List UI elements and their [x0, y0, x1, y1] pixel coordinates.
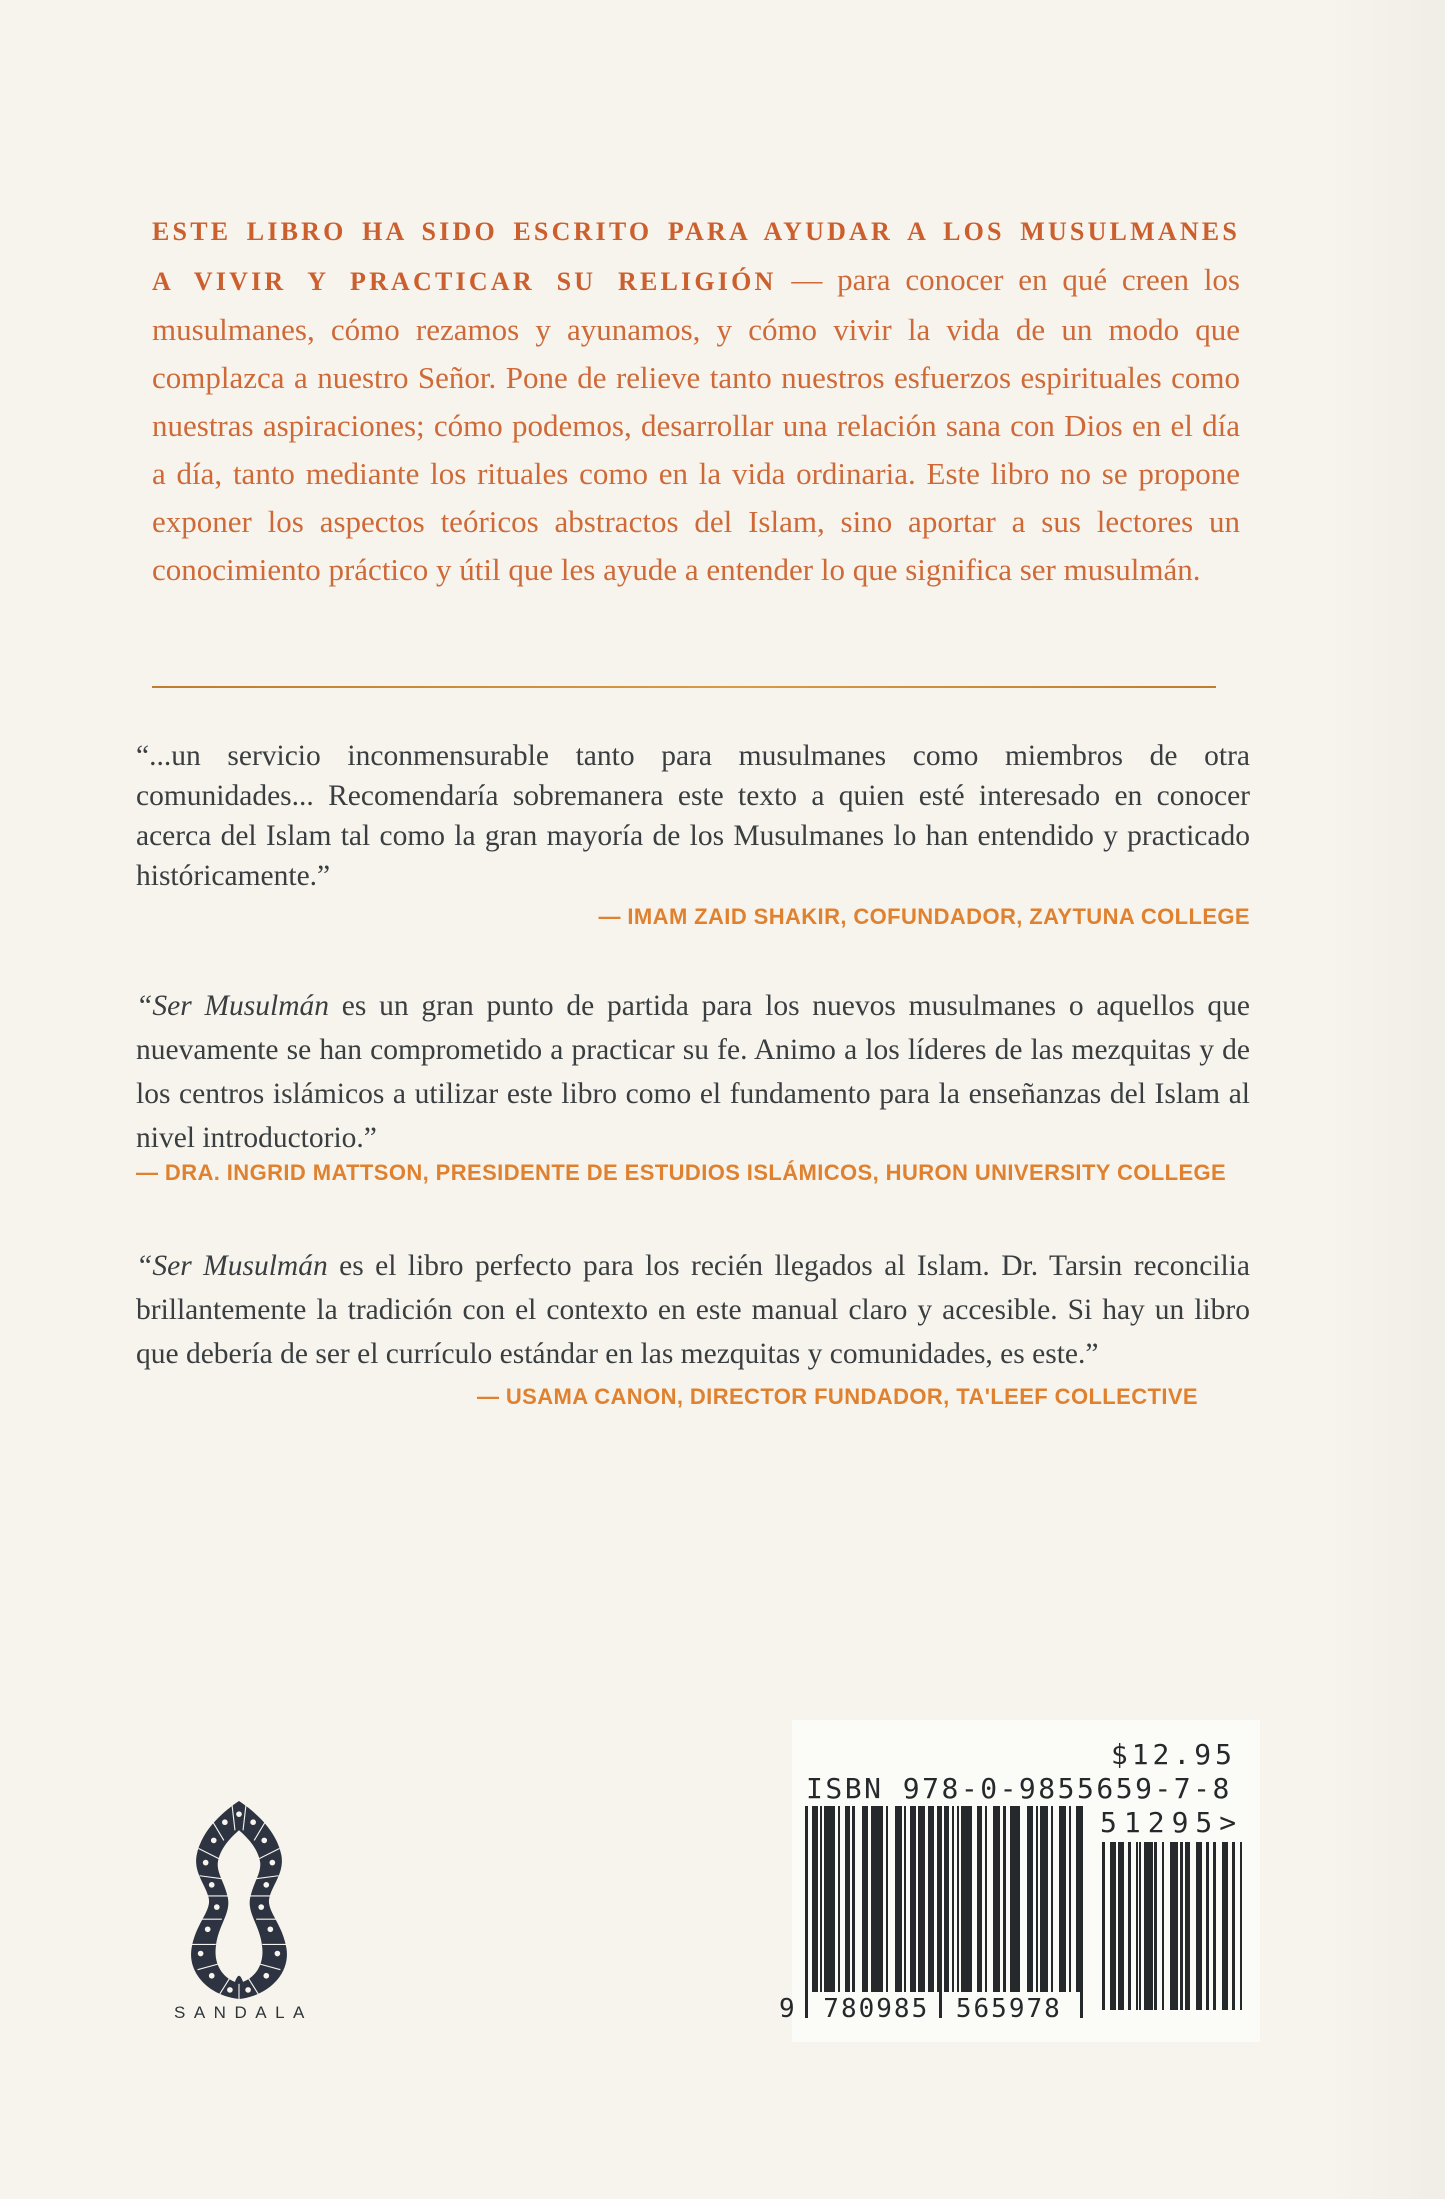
testimonial-3-text: es el libro perfecto para los recién llegados al Islam. Dr. Tarsin reconcilia brillantemente la tradición con el contexto en este manual claro y accesible. Si hay un libro que debería de ser el currículo estándar en las mezquitas y comunidades, es este.” — [136, 1250, 1250, 1370]
intro-lead-caps: ESTE LIBRO HA SIDO ESCRITO PARA AYUDAR A LOS MUSULMANES A VIVIR Y PRACTICAR SU RELIGIÓN — [152, 217, 1240, 296]
testimonial-quote-2 — [136, 984, 1250, 1160]
isbn-label: ISBN 978-0-9855659-7-8 — [806, 1772, 1232, 1805]
divider-rule — [152, 686, 1216, 688]
testimonial-attribution-3: — USAMA CANON, DIRECTOR FUNDADOR, TA'LEEF COLLECTIVE — [476, 1384, 1198, 1409]
testimonial-1-text: “...un servicio inconmensurable tanto para musulmanes como miembros de otra comunidades... Recomendaría sobremanera este texto a quien esté interesado en conocer acerca del Islam tal como la gran mayoría de los Musulmanes lo han entendido y practicado históricamente.” — [136, 740, 1250, 892]
testimonial-attribution-2: — DRA. INGRID MATTSON, PRESIDENTE DE ESTUDIOS ISLÁMICOS, HURON UNIVERSITY COLLEGE — [136, 1160, 1227, 1185]
ean-barcode — [805, 1806, 1083, 1992]
intro-body-text: — para conocer en qué creen los musulmanes, cómo rezamos y ayunamos, y cómo vivir la vida de un modo que complazca a nuestro Señor. Pone de relieve tanto nuestros esfuerzos espirituales como nuestras aspiraciones; cómo podemos, desarrollar una relación sana con Dios en el día a día, tanto mediante los rituales como en la vida ordinaria. Este libro no se propone exponer los aspectos teóricos abstractos del Islam, sino aportar a sus lectores un conocimiento práctico y útil que les ayude a entender lo que significa ser musulmán. — [152, 262, 1240, 587]
testimonial-2-text: es un gran punto de partida para los nuevos musulmanes o aquellos que nuevamente se han comprometido a practicar su fe. Animo a los líderes de las mezquitas y de los centros islámicos a utilizar este libro como el fundamento para la enseñanzas del Islam al nivel introductorio.” — [136, 990, 1250, 1154]
testimonial-quote-3 — [136, 1244, 1250, 1376]
barcode-digits: 9 780985 565978 — [779, 1994, 1062, 2024]
barcode-guard-middle — [939, 1806, 942, 2018]
publisher-name: SANDALA — [174, 2003, 313, 2022]
barcode-addon-code: 51295> — [1100, 1806, 1244, 1839]
sandala-sandal-logo-icon — [186, 1800, 292, 2000]
testimonial-quote-1 — [136, 736, 1250, 896]
barcode-guard-right — [1080, 1806, 1083, 2018]
barcode-guard-left — [805, 1806, 808, 2018]
testimonial-2-italic: “Ser Musulmán — [136, 990, 330, 1022]
testimonial-attribution-1: — IMAM ZAID SHAKIR, COFUNDADOR, ZAYTUNA COLLEGE — [598, 904, 1250, 929]
price-label: $12.95 — [1110, 1738, 1236, 1771]
addon-barcode — [1102, 1842, 1245, 2010]
testimonial-3-italic: “Ser Musulmán — [136, 1250, 328, 1282]
intro-paragraph — [152, 206, 1240, 594]
